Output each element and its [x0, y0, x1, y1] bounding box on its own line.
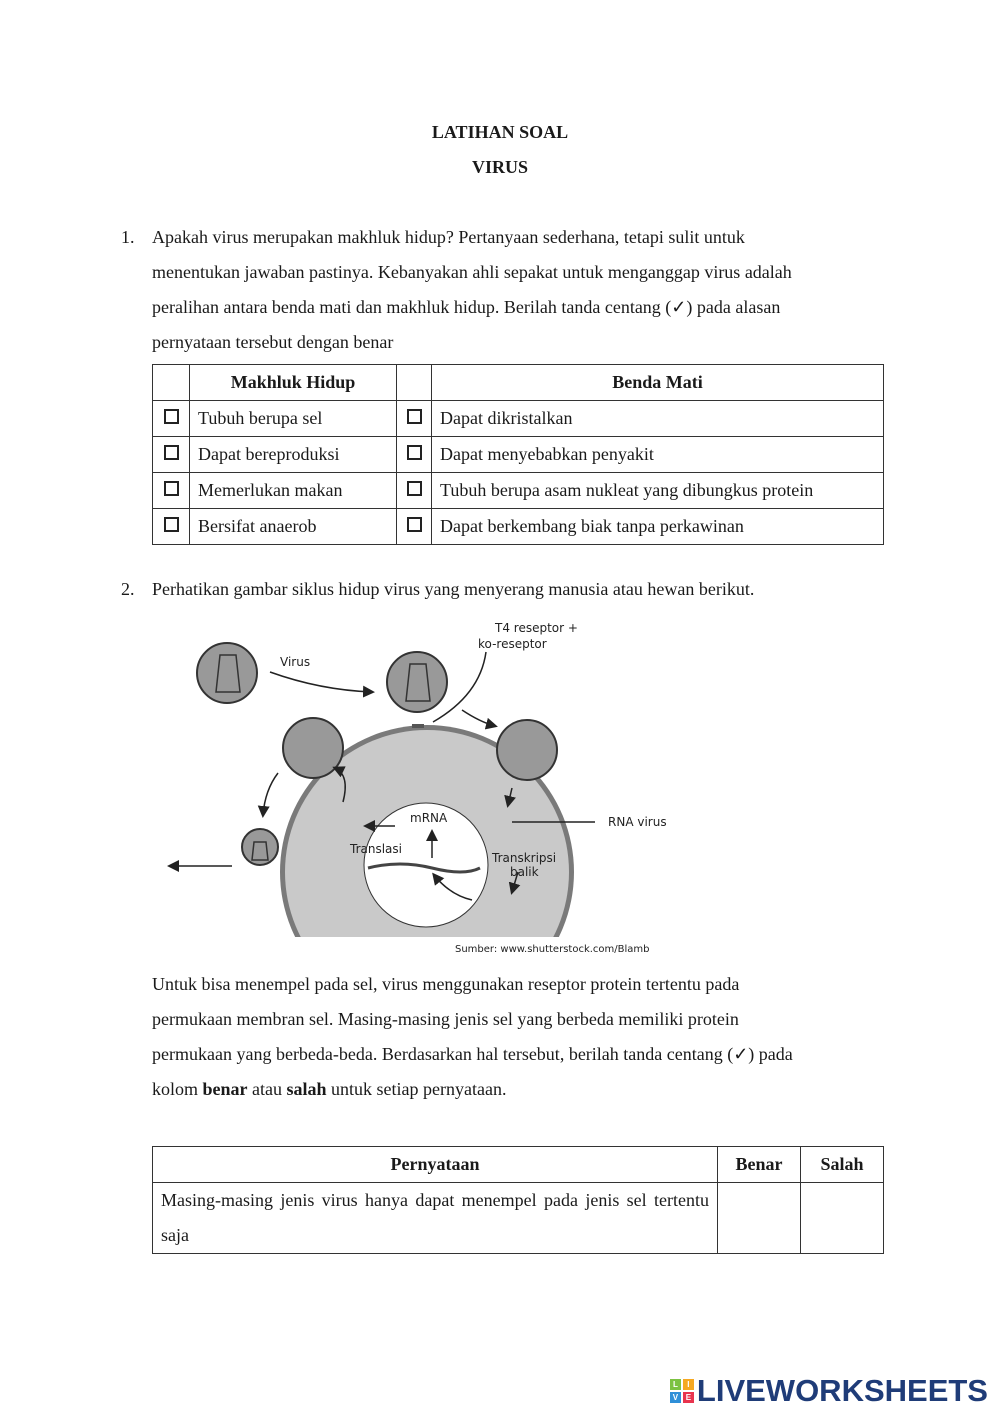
label-coreceptor: ko-reseptor — [478, 637, 547, 651]
table-row — [153, 1183, 884, 1254]
label-balik: balik — [510, 865, 539, 879]
question-2-intro: Perhatikan gambar siklus hidup virus yang menyerang manusia atau hewan berikut. — [152, 579, 755, 599]
table-row — [153, 401, 884, 437]
option-label: Dapat berkembang biak tanpa perkawinan — [432, 509, 884, 545]
option-label: Dapat bereproduksi — [190, 437, 397, 473]
question-2-table — [152, 1146, 884, 1254]
checkbox[interactable] — [407, 409, 422, 424]
label-transkripsi: Transkripsi — [492, 851, 557, 865]
text-line: menentukan jawaban pastinya. Kebanyakan ahli sepakat untuk menganggap virus adalah — [152, 262, 792, 282]
receptor — [412, 716, 424, 728]
checkbox[interactable] — [164, 409, 179, 424]
checkbox[interactable] — [407, 517, 422, 532]
option-label: Dapat menyebabkan penyakit — [432, 437, 884, 473]
header-benda-mati: Benda Mati — [432, 365, 884, 401]
text: kolom — [152, 1079, 203, 1099]
checkbox[interactable] — [164, 445, 179, 460]
title-line-1: LATIHAN SOAL — [431, 122, 569, 142]
title-line-2: VIRUS — [471, 157, 528, 177]
text-line: Apakah virus merupakan makhluk hidup? Pertanyaan sederhana, tetapi sulit untuk — [152, 227, 745, 247]
logo-text: LIVEWORKSHEETS — [696, 1373, 988, 1408]
text-line: permukaan membran sel. Masing-masing jenis sel yang berbeda memiliki protein — [152, 1009, 739, 1029]
header-pernyataan: Pernyataan — [153, 1147, 718, 1183]
empty-header — [153, 365, 190, 401]
checkbox[interactable] — [407, 481, 422, 496]
bold-benar: benar — [202, 1079, 248, 1099]
question-1-number: 1. — [121, 227, 135, 247]
text-line: peralihan antara benda mati dan makhluk hidup. Berilah tanda centang (✓) pada alasan — [152, 297, 781, 317]
table-row — [153, 473, 884, 509]
table-row — [153, 437, 884, 473]
checkbox[interactable] — [407, 445, 422, 460]
statement: Masing-masing jenis virus hanya dapat menempel pada jenis sel tertentu saja — [153, 1183, 718, 1254]
table-row — [153, 509, 884, 545]
text-line: pernyataan tersebut dengan benar — [152, 332, 394, 352]
option-label: Tubuh berupa asam nukleat yang dibungkus protein — [432, 473, 884, 509]
header-makhluk-hidup: Makhluk Hidup — [190, 365, 397, 401]
question-2-number: 2. — [121, 579, 135, 599]
logo-tiles-icon: L I V E — [670, 1379, 694, 1403]
virus-lifecycle-diagram — [150, 610, 710, 960]
benar-cell[interactable] — [718, 1183, 801, 1254]
question-1-text — [152, 220, 880, 360]
label-translasi: Translasi — [350, 842, 402, 856]
image-source: Sumber: www.shutterstock.com/Blamb — [455, 944, 650, 955]
text: atau — [247, 1079, 287, 1099]
liveworksheets-logo — [670, 1373, 988, 1409]
question-1-table — [152, 364, 884, 545]
empty-header — [397, 365, 432, 401]
label-receptor: T4 reseptor + — [495, 621, 578, 635]
option-label: Tubuh berupa sel — [190, 401, 397, 437]
checkbox[interactable] — [164, 481, 179, 496]
header-salah: Salah — [801, 1147, 884, 1183]
question-2-text — [152, 967, 880, 1107]
text-line: Untuk bisa menempel pada sel, virus menggunakan reseptor protein tertentu pada — [152, 974, 740, 994]
text: untuk setiap pernyataan. — [326, 1079, 507, 1099]
option-label: Memerlukan makan — [190, 473, 397, 509]
text-line: permukaan yang berbeda-beda. Berdasarkan hal tersebut, berilah tanda centang (✓) pada — [152, 1044, 793, 1064]
header-benar: Benar — [718, 1147, 801, 1183]
option-label: Dapat dikristalkan — [432, 401, 884, 437]
bold-salah: salah — [286, 1079, 327, 1099]
label-mrna: mRNA — [410, 811, 448, 825]
text-line — [152, 1072, 880, 1107]
salah-cell[interactable] — [801, 1183, 884, 1254]
checkbox[interactable] — [164, 517, 179, 532]
label-rna-virus: RNA virus — [608, 815, 667, 829]
option-label: Bersifat anaerob — [190, 509, 397, 545]
label-virus: Virus — [280, 655, 311, 669]
